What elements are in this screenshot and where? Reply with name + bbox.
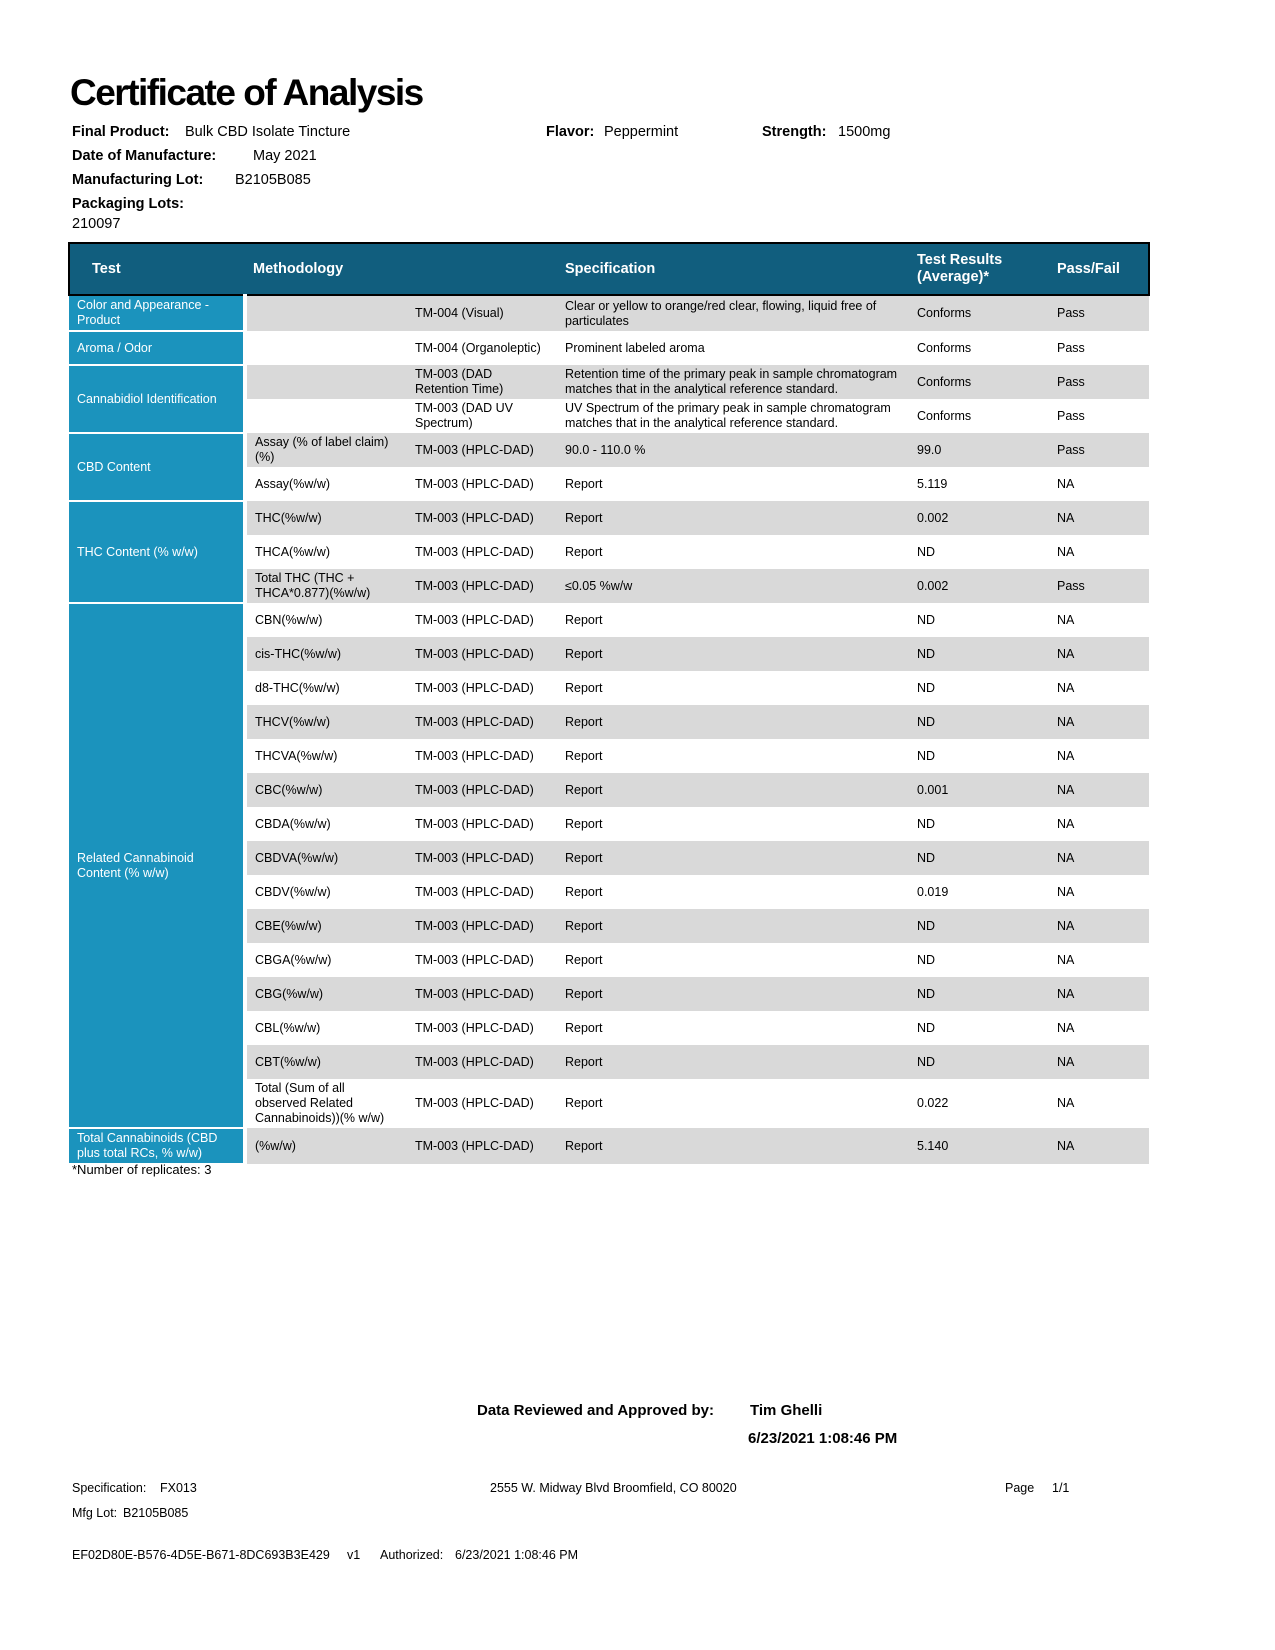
result-cell: 0.002 [909,501,1049,535]
date-of-manufacture-label: Date of Manufacture: [72,148,217,164]
methodology-cell: TM-003 (HPLC-DAD) [407,501,557,535]
subtest-cell: CBDVA(%w/w) [245,841,407,875]
subtest-cell: CBDA(%w/w) [245,807,407,841]
passfail-cell: NA [1049,875,1149,909]
specification-cell: Retention time of the primary peak in sample chromatogram matches that in the analytical reference standard. [557,365,909,399]
passfail-cell: NA [1049,773,1149,807]
specification-cell: Report [557,1011,909,1045]
methodology-cell: TM-003 (HPLC-DAD) [407,603,557,637]
methodology-cell: TM-003 (HPLC-DAD) [407,535,557,569]
subtest-cell: (%w/w) [245,1128,407,1164]
result-cell: Conforms [909,331,1049,365]
footer-specification-label: Specification: [72,1481,147,1495]
passfail-cell: NA [1049,501,1149,535]
passfail-cell: NA [1049,841,1149,875]
passfail-cell: NA [1049,739,1149,773]
specification-cell: Report [557,467,909,501]
methodology-cell: TM-004 (Visual) [407,295,557,331]
passfail-cell: NA [1049,807,1149,841]
header-test-results: Test Results (Average)* [909,243,1049,295]
test-group-cell: Color and Appearance - Product [69,295,245,331]
methodology-cell: TM-003 (HPLC-DAD) [407,739,557,773]
footer-page-label: Page [1005,1481,1035,1495]
footer-doc-id: EF02D80E-B576-4D5E-B671-8DC693B3E429 [72,1548,330,1562]
methodology-cell: TM-003 (HPLC-DAD) [407,637,557,671]
table-row [69,501,1149,535]
result-cell: 0.001 [909,773,1049,807]
footer-authorized-datetime: 6/23/2021 1:08:46 PM [455,1548,579,1562]
passfail-cell: Pass [1049,433,1149,467]
flavor-label: Flavor: [546,124,595,140]
subtest-cell: cis-THC(%w/w) [245,637,407,671]
flavor-value: Peppermint [604,124,679,140]
subtest-cell: CBN(%w/w) [245,603,407,637]
specification-cell: Report [557,1128,909,1164]
result-cell: ND [909,671,1049,705]
table-row [69,603,1149,637]
passfail-cell: NA [1049,977,1149,1011]
test-group-cell: THC Content (% w/w) [69,501,245,603]
packaging-lots-value: 210097 [72,216,121,232]
passfail-cell: NA [1049,467,1149,501]
footer-specification-value: FX013 [160,1481,197,1495]
passfail-cell: NA [1049,909,1149,943]
passfail-cell: NA [1049,1079,1149,1128]
table-row [69,1128,1149,1164]
manufacturing-lot-label: Manufacturing Lot: [72,172,204,188]
methodology-cell: TM-003 (HPLC-DAD) [407,773,557,807]
subtest-cell: CBG(%w/w) [245,977,407,1011]
subtest-cell [245,331,407,365]
table-row [69,433,1149,467]
methodology-cell: TM-003 (HPLC-DAD) [407,671,557,705]
subtest-cell: THCVA(%w/w) [245,739,407,773]
result-cell: ND [909,943,1049,977]
specification-cell: Report [557,1079,909,1128]
specification-cell: Report [557,1045,909,1079]
table-row [69,295,1149,331]
methodology-cell: TM-003 (HPLC-DAD) [407,977,557,1011]
subtest-cell: d8-THC(%w/w) [245,671,407,705]
methodology-cell: TM-003 (HPLC-DAD) [407,841,557,875]
methodology-cell: TM-004 (Organoleptic) [407,331,557,365]
specification-cell: Report [557,875,909,909]
methodology-cell: TM-003 (HPLC-DAD) [407,1079,557,1128]
result-cell: Conforms [909,295,1049,331]
passfail-cell: NA [1049,943,1149,977]
subtest-cell: Total THC (THC + THCA*0.877)(%w/w) [245,569,407,603]
result-cell: 0.002 [909,569,1049,603]
passfail-cell: Pass [1049,569,1149,603]
subtest-cell: CBDV(%w/w) [245,875,407,909]
result-cell: ND [909,1011,1049,1045]
specification-cell: Report [557,773,909,807]
specification-cell: Report [557,909,909,943]
result-cell: ND [909,909,1049,943]
header-methodology: Methodology [245,243,557,295]
passfail-cell: NA [1049,603,1149,637]
result-cell: 0.019 [909,875,1049,909]
result-cell: ND [909,637,1049,671]
methodology-cell: TM-003 (HPLC-DAD) [407,909,557,943]
header-specification: Specification [557,243,909,295]
page-title: Certificate of Analysis [70,72,423,113]
footer-address: 2555 W. Midway Blvd Broomfield, CO 80020 [490,1481,737,1495]
result-cell: Conforms [909,365,1049,399]
footer-mfg-lot-value: B2105B085 [123,1506,189,1520]
header-test: Test [69,243,245,295]
methodology-cell: TM-003 (HPLC-DAD) [407,1045,557,1079]
result-cell: Conforms [909,399,1049,433]
test-group-cell: Related Cannabinoid Content (% w/w) [69,603,245,1128]
passfail-cell: Pass [1049,399,1149,433]
specification-cell: Report [557,807,909,841]
footer-authorized-label: Authorized: [380,1548,444,1562]
passfail-cell: NA [1049,671,1149,705]
subtest-cell: THC(%w/w) [245,501,407,535]
strength-value: 1500mg [838,124,891,140]
methodology-cell: TM-003 (HPLC-DAD) [407,467,557,501]
approval-label: Data Reviewed and Approved by: [477,1402,714,1419]
methodology-cell: TM-003 (HPLC-DAD) [407,705,557,739]
result-cell: ND [909,705,1049,739]
passfail-cell: NA [1049,705,1149,739]
passfail-cell: Pass [1049,365,1149,399]
specification-cell: UV Spectrum of the primary peak in sample chromatogram matches that in the analytical reference standard. [557,399,909,433]
methodology-cell: TM-003 (HPLC-DAD) [407,1128,557,1164]
date-of-manufacture-value: May 2021 [253,148,317,164]
methodology-cell: TM-003 (HPLC-DAD) [407,875,557,909]
strength-label: Strength: [762,124,827,140]
result-cell: ND [909,807,1049,841]
specification-cell: Report [557,603,909,637]
subtest-cell: Assay (% of label claim)(%) [245,433,407,467]
results-table [68,242,1150,1165]
passfail-cell: NA [1049,1011,1149,1045]
specification-cell: Report [557,705,909,739]
specification-cell: Report [557,637,909,671]
methodology-cell: TM-003 (HPLC-DAD) [407,807,557,841]
result-cell: 5.119 [909,467,1049,501]
passfail-cell: Pass [1049,295,1149,331]
methodology-cell: TM-003 (DAD UV Spectrum) [407,399,557,433]
footer-page-value: 1/1 [1052,1481,1070,1495]
specification-cell: Report [557,671,909,705]
subtest-cell: CBC(%w/w) [245,773,407,807]
replicates-footnote: *Number of replicates: 3 [72,1162,212,1177]
manufacturing-lot-value: B2105B085 [235,172,311,188]
methodology-cell: TM-003 (DAD Retention Time) [407,365,557,399]
result-cell: ND [909,535,1049,569]
subtest-cell: Assay(%w/w) [245,467,407,501]
subtest-cell [245,399,407,433]
test-group-cell: CBD Content [69,433,245,501]
final-product-value: Bulk CBD Isolate Tincture [185,124,351,140]
passfail-cell: Pass [1049,331,1149,365]
methodology-cell: TM-003 (HPLC-DAD) [407,569,557,603]
methodology-cell: TM-003 (HPLC-DAD) [407,1011,557,1045]
packaging-lots-label: Packaging Lots: [72,196,184,212]
methodology-cell: TM-003 (HPLC-DAD) [407,433,557,467]
subtest-cell: CBL(%w/w) [245,1011,407,1045]
subtest-cell [245,295,407,331]
specification-cell: Report [557,943,909,977]
specification-cell: Report [557,977,909,1011]
passfail-cell: NA [1049,637,1149,671]
subtest-cell: CBT(%w/w) [245,1045,407,1079]
specification-cell: Prominent labeled aroma [557,331,909,365]
footer-mfg-lot-label: Mfg Lot: [72,1506,118,1520]
test-group-cell: Cannabidiol Identification [69,365,245,433]
table-header-row [69,243,1149,295]
result-cell: ND [909,977,1049,1011]
methodology-cell: TM-003 (HPLC-DAD) [407,943,557,977]
final-product-label: Final Product: [72,124,170,140]
specification-cell: Clear or yellow to orange/red clear, flowing, liquid free of particulates [557,295,909,331]
passfail-cell: NA [1049,1128,1149,1164]
subtest-cell: THCV(%w/w) [245,705,407,739]
subtest-cell [245,365,407,399]
result-cell: ND [909,841,1049,875]
subtest-cell: CBGA(%w/w) [245,943,407,977]
table-row [69,331,1149,365]
result-cell: 0.022 [909,1079,1049,1128]
result-cell: ND [909,1045,1049,1079]
specification-cell: 90.0 - 110.0 % [557,433,909,467]
subtest-cell: CBE(%w/w) [245,909,407,943]
results-table-body [69,295,1149,1164]
test-group-cell: Total Cannabinoids (CBD plus total RCs, % w/w) [69,1128,245,1164]
footer-version: v1 [347,1548,361,1562]
subtest-cell: Total (Sum of all observed Related Cannabinoids))(% w/w) [245,1079,407,1128]
specification-cell: Report [557,739,909,773]
test-group-cell: Aroma / Odor [69,331,245,365]
approver-name: Tim Ghelli [750,1402,823,1419]
result-cell: 5.140 [909,1128,1049,1164]
approval-datetime: 6/23/2021 1:08:46 PM [748,1430,898,1447]
passfail-cell: NA [1049,1045,1149,1079]
header-pass-fail: Pass/Fail [1049,243,1149,295]
result-cell: ND [909,739,1049,773]
specification-cell: Report [557,841,909,875]
specification-cell: Report [557,535,909,569]
subtest-cell: THCA(%w/w) [245,535,407,569]
specification-cell: Report [557,501,909,535]
result-cell: 99.0 [909,433,1049,467]
specification-cell: ≤0.05 %w/w [557,569,909,603]
result-cell: ND [909,603,1049,637]
passfail-cell: NA [1049,535,1149,569]
table-row [69,365,1149,399]
